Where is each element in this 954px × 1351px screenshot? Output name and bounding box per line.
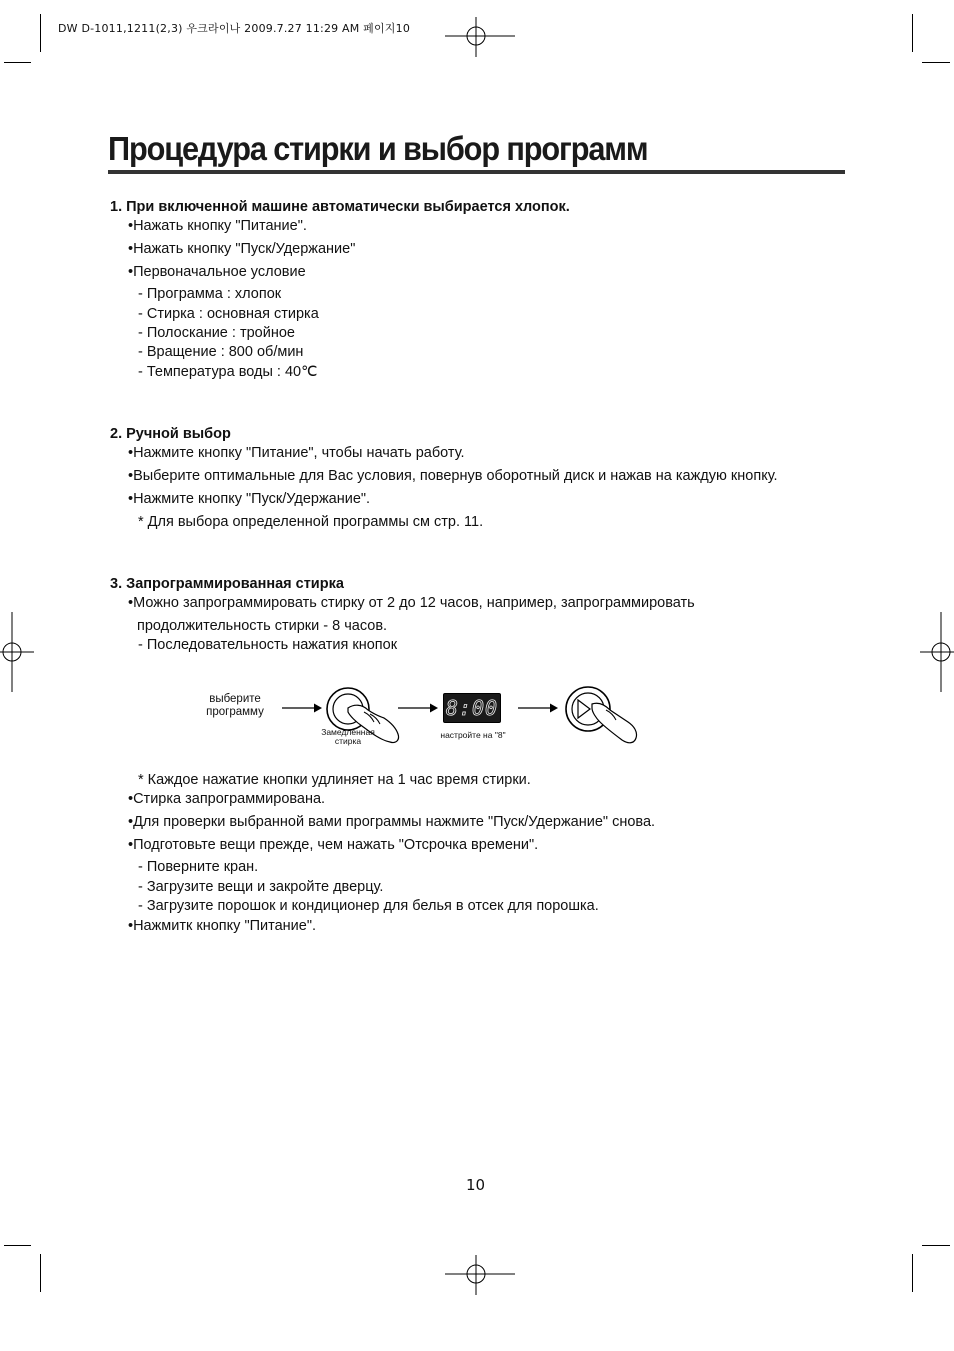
crop-mark <box>4 62 31 63</box>
arrow-right-icon <box>398 702 438 714</box>
section3-bullet: •Для проверки выбранной вами программы нажмите "Пуск/Удержание" снова. <box>128 814 656 830</box>
section3-bullet: •Подготовьте вещи прежде, чем нажать "Отсрочка времени". <box>128 837 539 853</box>
delay-wash-label-line: Замедленная <box>321 728 375 737</box>
section3-detail: - Поверните кран. <box>138 859 259 875</box>
section2-bullet: •Выберите оптимальные для Вас условия, повернув оборотный диск и нажав на каждую кнопку. <box>128 468 778 484</box>
crop-mark <box>912 14 913 52</box>
section3-note: * Каждое нажатие кнопки удлиняет на 1 час время стирки. <box>138 772 531 788</box>
print-file-info: DW D-1011,1211(2,3) 우크라이나 2009.7.27 11:29 AM 페이지10 <box>58 22 411 35</box>
section1-detail: - Программа : хлопок <box>138 286 282 302</box>
diagram-step1-line: выберите <box>209 693 261 705</box>
registration-target-icon <box>920 612 954 692</box>
section2-bullet: •Нажмите кнопку "Пуск/Удержание". <box>128 491 371 507</box>
delay-wash-button-label <box>316 728 380 746</box>
arrow-right-icon <box>518 702 558 714</box>
section3-detail: - Загрузите порошок и кондиционер для белья в отсек для порошка. <box>138 898 599 914</box>
crop-mark <box>922 1245 950 1246</box>
start-pause-button-icon <box>560 682 644 748</box>
section2-heading: 2. Ручной выбор <box>110 426 231 442</box>
section1-bullet: •Нажать кнопку "Пуск/Удержание" <box>128 241 356 257</box>
page-title: Процедура стирки и выбор программ <box>108 130 648 167</box>
registration-target-icon <box>445 17 515 57</box>
section1-detail: - Температура воды : 40℃ <box>138 364 318 380</box>
title-underline <box>108 170 845 174</box>
delay-wash-label-line: стирка <box>334 736 362 746</box>
crop-mark <box>912 1254 913 1292</box>
section3-bullet-continuation: продолжительность стирки - 8 часов. <box>137 618 388 634</box>
section2-bullet: •Нажмите кнопку "Питание", чтобы начать работу. <box>128 445 465 461</box>
section3-sequence-label: - Последовательность нажатия кнопок <box>138 637 398 653</box>
section3-bullet: •Стирка запрограммирована. <box>128 791 326 807</box>
section1-bullet: •Нажать кнопку "Питание". <box>128 218 307 234</box>
crop-mark <box>922 62 950 63</box>
diagram-step1-line: программу <box>206 706 264 718</box>
arrow-right-icon <box>282 702 322 714</box>
time-display-value: 8:00 <box>445 696 499 720</box>
page-number: 10 <box>466 1176 486 1194</box>
section1-heading: 1. При включенной машине автоматически выбирается хлопок. <box>110 199 570 215</box>
section1-detail: - Полоскание : тройное <box>138 325 295 341</box>
crop-mark <box>4 1245 31 1246</box>
section1-detail: - Стирка : основная стирка <box>138 306 319 322</box>
section2-note: * Для выбора определенной программы см стр. 11. <box>138 514 484 530</box>
registration-target-icon <box>0 612 34 692</box>
section3-heading: 3. Запрограммированная стирка <box>110 576 344 592</box>
section3-bullet: •Нажмитк кнопку "Питание". <box>128 918 317 934</box>
section3-detail: - Загрузите вещи и закройте дверцу. <box>138 879 384 895</box>
crop-mark <box>40 1254 41 1292</box>
diagram-step2-label: настройте на "8" <box>440 730 506 740</box>
crop-mark <box>40 14 41 52</box>
time-display <box>443 693 501 723</box>
section3-bullet: •Можно запрограммировать стирку от 2 до 12 часов, например, запрограммировать <box>128 595 695 611</box>
diagram-step1-label <box>194 693 276 719</box>
section1-bullet: •Первоначальное условие <box>128 264 306 280</box>
section1-detail: - Вращение : 800 об/мин <box>138 344 304 360</box>
registration-target-icon <box>445 1255 515 1295</box>
